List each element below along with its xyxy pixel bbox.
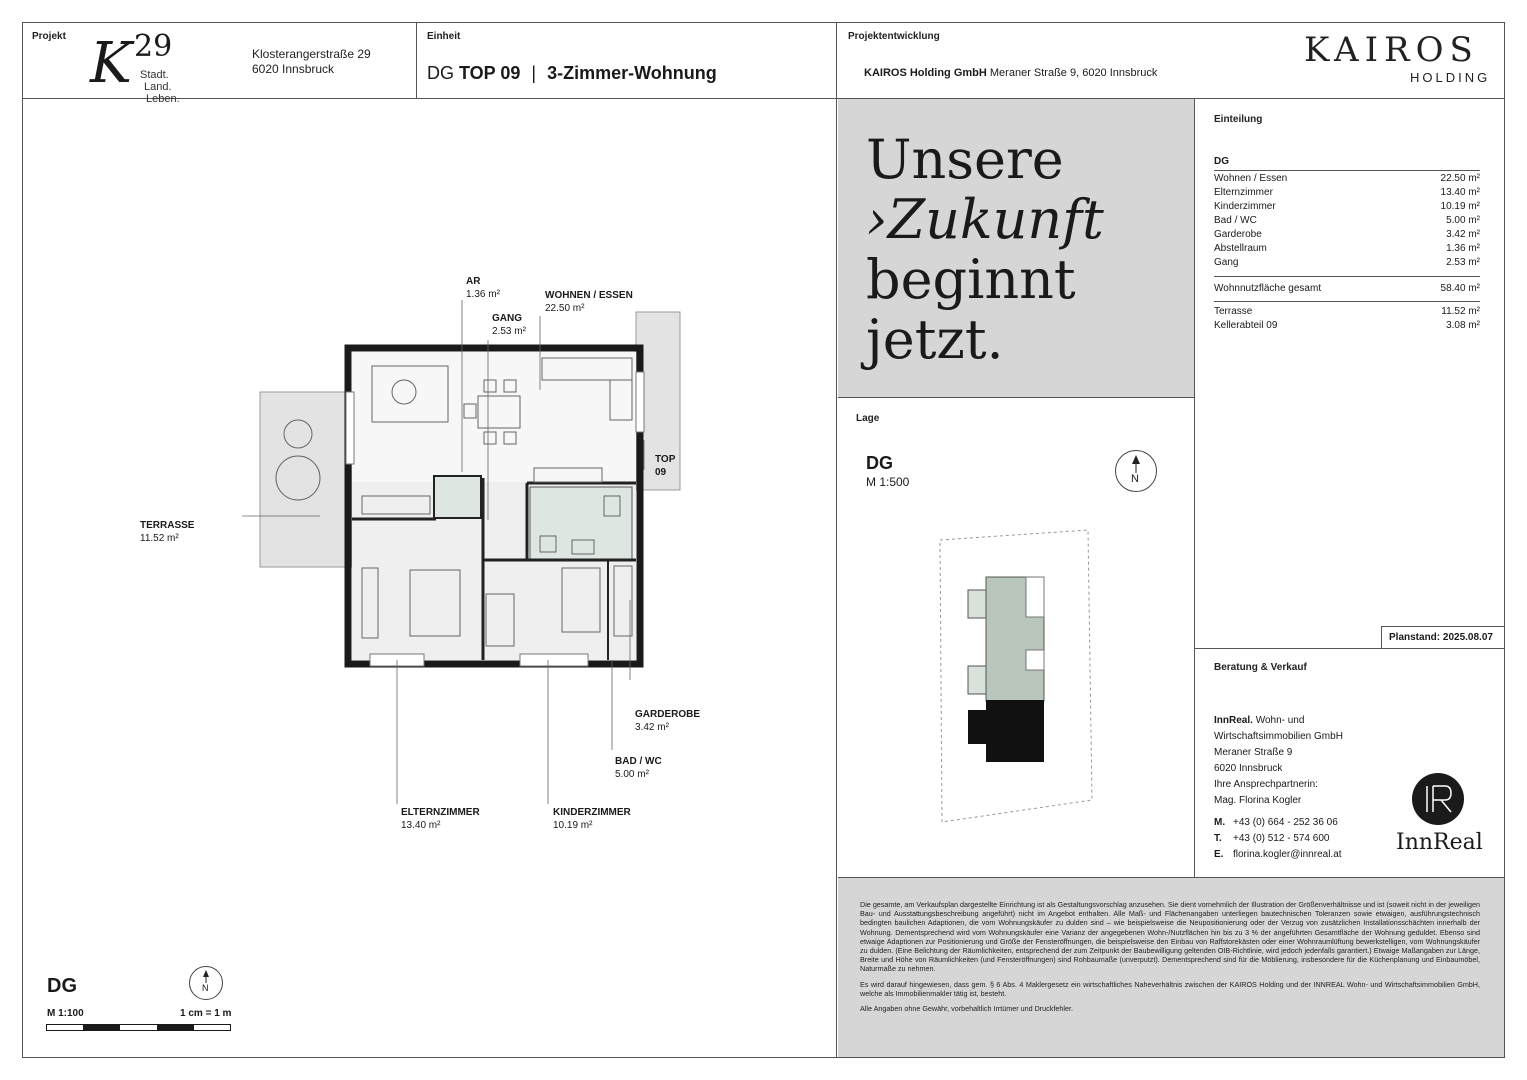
total-name: Wohnnutzfläche gesamt — [1214, 283, 1322, 294]
project-address-street: Klosterangerstraße 29 — [252, 47, 371, 61]
kairos-logo: KAIROS — [1304, 30, 1479, 70]
lage-level: DG — [866, 453, 893, 473]
row-name: Kellerabteil 09 — [1214, 320, 1278, 331]
k29-logo-sup: 29 — [134, 29, 173, 64]
room-area: 5.00 m² — [615, 769, 649, 780]
room-area: 1.36 m² — [466, 289, 500, 300]
unit-title — [427, 63, 717, 84]
company-line-1 — [1214, 713, 1343, 729]
unit-top: TOP 09 — [459, 63, 521, 83]
contact-details — [1214, 815, 1342, 863]
room-name: BAD / WC — [615, 756, 662, 767]
table-row — [1214, 256, 1480, 270]
planstand-badge: Planstand: 2025.08.07 — [1381, 626, 1505, 648]
main-divider — [836, 22, 837, 1058]
room-label-garderobe — [635, 708, 700, 734]
scale-bar — [46, 1024, 232, 1032]
table-row — [1214, 242, 1480, 256]
north-arrow-label: N — [1131, 473, 1139, 485]
developer-name: KAIROS Holding GmbH — [864, 67, 987, 79]
row-name: Terrasse — [1214, 306, 1253, 317]
room-area: 2.53 m² — [492, 326, 526, 337]
company-rest: Wohn- und — [1255, 715, 1305, 726]
room-area: 10.19 m² — [553, 820, 593, 831]
right-column-divider — [1194, 99, 1195, 878]
einteilung-floor — [1214, 155, 1480, 171]
phone-office-value[interactable]: +43 (0) 512 - 574 600 — [1233, 833, 1330, 844]
row-value: 1.36 m² — [1446, 243, 1480, 254]
room-label-terrasse — [140, 519, 194, 545]
disclaimer-p2: Es wird darauf hingewiesen, dass gem. § 6 Abs. 4 Maklergesetz ein wirtschaftliches Naheverhältnis zwischen der KAIROS Holding und der INNREAL Wohn- und Wirtschaftsimmobilien GmbH, welche als Immobilienmakler tätig ist, besteht. — [860, 979, 1480, 998]
phone-office-label: T. — [1214, 833, 1222, 844]
row-name: Wohnen / Essen — [1214, 173, 1288, 184]
north-arrow-lage — [1115, 450, 1157, 492]
total-value: 58.40 m² — [1440, 283, 1480, 294]
row-name: Elternzimmer — [1214, 187, 1273, 198]
row-name: Kinderzimmer — [1214, 201, 1276, 212]
beratung-title: Beratung & Verkauf — [1214, 662, 1307, 673]
room-area: 09 — [655, 467, 667, 478]
table-row — [1214, 305, 1480, 319]
project-address — [252, 47, 371, 77]
email — [1214, 847, 1342, 863]
project-address-city: 6020 Innsbruck — [252, 62, 335, 76]
lage-title: Lage — [856, 413, 880, 424]
lage-scale: M 1:500 — [866, 475, 910, 489]
terrace-area — [260, 392, 352, 567]
einteilung-floor-label: DG — [1214, 156, 1229, 167]
room-name: AR — [466, 276, 481, 287]
email-label: E. — [1214, 849, 1224, 860]
company-bold: InnReal. — [1214, 715, 1253, 726]
room-name: GANG — [492, 313, 522, 324]
row-value: 3.08 m² — [1446, 320, 1480, 331]
room-label-ar — [466, 275, 500, 301]
row-name: Bad / WC — [1214, 215, 1257, 226]
k29-tagline — [140, 69, 180, 105]
developer-info — [864, 67, 1157, 79]
entwicklung-label: Projektentwicklung — [848, 31, 940, 42]
einteilung-rows — [1214, 172, 1480, 270]
room-label-wohnen — [545, 289, 633, 315]
slogan-line-2: ›Zukunft — [866, 188, 1104, 251]
email-value[interactable]: florina.kogler@innreal.at — [1233, 849, 1342, 860]
k29-logo-k: K — [90, 31, 132, 96]
room-name: TOP — [655, 454, 676, 465]
row-name: Garderobe — [1214, 229, 1262, 240]
row-value: 3.42 m² — [1446, 229, 1480, 240]
einteilung-extras — [1214, 305, 1480, 333]
header-divider — [22, 98, 1505, 99]
floor-plan — [240, 270, 720, 680]
abstellraum-floor — [434, 476, 481, 518]
plan-leader-lines — [380, 660, 640, 810]
k29-tagline-3: Leben. — [146, 93, 180, 105]
row-name: Gang — [1214, 257, 1239, 268]
developer-address: Meraner Straße 9, 6020 Innsbruck — [989, 67, 1158, 79]
innreal-logo-text: InnReal — [1396, 830, 1483, 855]
table-row — [1214, 186, 1480, 200]
slogan-line-4: jetzt. — [866, 308, 1004, 371]
projekt-label: Projekt — [32, 31, 66, 42]
k29-tagline-2: Land. — [144, 81, 172, 93]
disclaimer-box — [838, 878, 1504, 1057]
room-area: 13.40 m² — [401, 820, 441, 831]
k29-tagline-1: Stadt. — [140, 69, 169, 81]
company-city: 6020 Innsbruck — [1214, 763, 1283, 774]
disclaimer-p3: Alle Angaben ohne Gewähr, vorbehaltlich Irrtümer und Druckfehler. — [860, 1004, 1073, 1014]
plan-level: DG — [47, 975, 77, 997]
row-value: 5.00 m² — [1446, 215, 1480, 226]
room-name: WOHNEN / ESSEN — [545, 290, 633, 301]
room-name: ELTERNZIMMER — [401, 807, 480, 818]
room-label-kinder — [553, 806, 631, 832]
einteilung-total — [1214, 276, 1480, 302]
einheit-label: Einheit — [427, 31, 461, 42]
kairos-logo-sub: HOLDING — [1410, 70, 1491, 85]
room-area: 22.50 m² — [545, 303, 585, 314]
table-row — [1214, 172, 1480, 186]
room-area: 11.52 m² — [140, 533, 179, 544]
room-label-eltern — [401, 806, 480, 832]
bath-floor — [530, 487, 632, 559]
row-value: 22.50 m² — [1440, 173, 1480, 184]
row-value: 13.40 m² — [1440, 187, 1480, 198]
table-row — [1214, 319, 1480, 333]
slogan-line-1: Unsere — [866, 128, 1064, 191]
einteilung-divider — [1194, 648, 1505, 649]
room-label-gang — [492, 312, 526, 338]
header-divider-1 — [416, 22, 417, 99]
phone-mobile-value[interactable]: +43 (0) 664 - 252 36 06 — [1233, 817, 1338, 828]
einteilung-title: Einteilung — [1214, 114, 1263, 125]
row-value: 10.19 m² — [1440, 201, 1480, 212]
beratung-info — [1214, 713, 1343, 809]
contact-label: Ihre Ansprechpartnerin: — [1214, 779, 1318, 790]
unit-prefix: DG — [427, 63, 454, 83]
north-arrow-label: N — [202, 983, 209, 993]
room-name: GARDEROBE — [635, 709, 701, 720]
slogan — [866, 130, 1104, 370]
slogan-line-3: beginnt — [866, 248, 1076, 311]
site-plan — [936, 528, 1096, 824]
room-label-bad — [615, 755, 662, 781]
room-name: KINDERZIMMER — [553, 807, 631, 818]
plan-scale: M 1:100 — [47, 1008, 84, 1019]
contact-name: Mag. Florina Kogler — [1214, 795, 1302, 806]
room-area: 3.42 m² — [635, 722, 669, 733]
row-value: 11.52 m² — [1441, 306, 1480, 317]
north-arrow-plan — [189, 966, 223, 1000]
phone-office — [1214, 831, 1342, 847]
einteilung-table — [1214, 155, 1480, 333]
plan-scale-note: 1 cm = 1 m — [180, 1008, 232, 1019]
k29-logo — [90, 31, 132, 96]
company-street: Meraner Straße 9 — [1214, 747, 1293, 758]
innreal-logo-icon — [1411, 772, 1465, 826]
unit-separator: | — [531, 63, 537, 83]
row-value: 2.53 m² — [1446, 257, 1480, 268]
phone-mobile — [1214, 815, 1342, 831]
room-name: TERRASSE — [140, 520, 195, 531]
table-row — [1214, 200, 1480, 214]
room-label-top — [655, 453, 675, 479]
row-name: Abstellraum — [1214, 243, 1267, 254]
disclaimer-p1: Die gesamte, am Verkaufsplan dargestellte Einrichtung ist als Gestaltungsvorschlag anzusehen. Sie dient vornehmlich der Illustration der Größenverhältnisse und ist (soweit nicht in der jeweiligen Bau- und Ausstattungsbeschreibung angeführt) nicht im Angebot enthalten. Alle Maß- und Flächenangaben unterliegen bautechnischen Toleranzen sowie etwaigen, ausführungstechnisch bedingten baulichen Adaptionen, die vom Wohnungskäufer zu dulden sind – wie beispielsweise die Neupositionierung oder der Verzug von zusätzlichen Installationsschächten innerhalb der Wohnung. Dementsprechend wird vom Wohnungskäufer eine Varianz der angegebenen Wohn-/Nutzflächen hin bis zu 3 % der angeführten Gesamtfläche der Wohnung geduldet. Ebenso sind etwaige Adaptionen zur Positionierung und Größe der Fensteröffnungen, die beispielsweise den Einbau von Raffstorekästen oder einer Wohnraumlüftung bewerkstelligen, vom Wohnungskäufer zu dulden. (Eine Belichtung der Räumlichkeiten, entsprechend der zum Zeitpunkt der Baubewilligung geltenden OIB-Richtlinie, wird jedoch jedenfalls garantiert.) Etwaige Maßangaben zur Länge, Breite und Höhe von Räumlichkeiten (und Fensteröffnungen) sind Rohbaumaße (unverputzt). Dementsprechend sind für die Möblierung, insbesondere für die Küchenplanung und Einbaumöbel, Naturmaße zu nehmen. — [860, 900, 1480, 974]
phone-mobile-label: M. — [1214, 817, 1226, 828]
north-arrow-icon — [1116, 451, 1156, 491]
table-row — [1214, 228, 1480, 242]
table-row — [1214, 214, 1480, 228]
slogan-divider — [838, 397, 1194, 398]
company-line-2: Wirtschaftsimmobilien GmbH — [1214, 731, 1343, 742]
unit-type: 3-Zimmer-Wohnung — [547, 63, 717, 83]
living-floor — [352, 352, 636, 482]
